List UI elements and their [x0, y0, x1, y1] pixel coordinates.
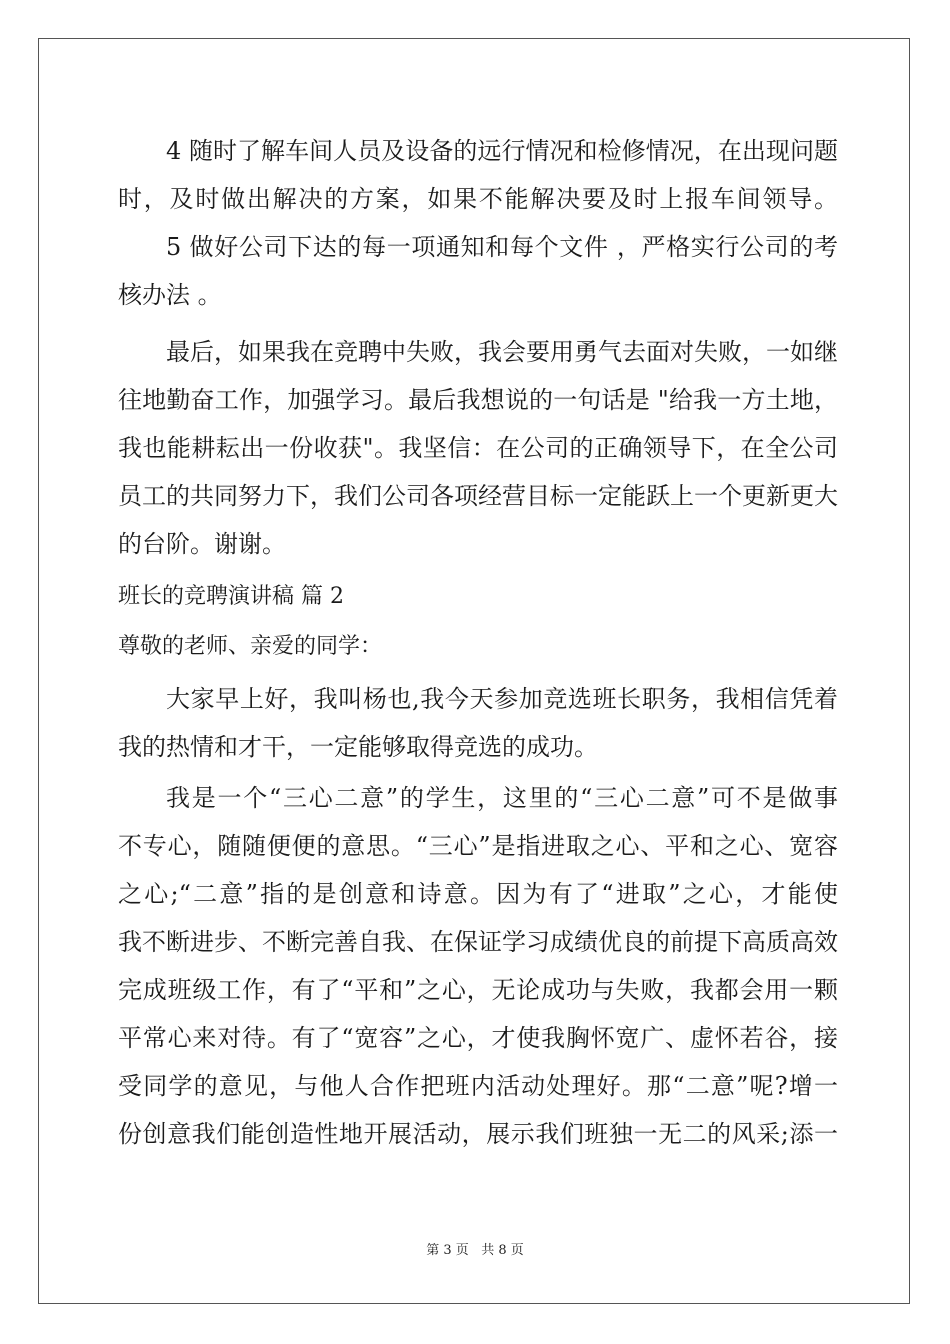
paragraph-line: 的台阶。谢谢。 — [118, 530, 286, 558]
paragraph-line: 5 做好公司下达的每一项通知和每个文件 ，严格实行公司的考 — [166, 233, 838, 261]
paragraph-line: 时，及时做出解决的方案，如果不能解决要及时上报车间领导。 — [118, 185, 838, 213]
paragraph-line: 不专心，随随便便的意思。“三心”是指进取之心、平和之心、宽容 — [118, 832, 838, 860]
paragraph-line: 我也能耕耘出一份收获"。我坚信：在公司的正确领导下，在全公司 — [118, 434, 838, 462]
paragraph-line: 之心;“二意”指的是创意和诗意。因为有了“进取”之心，才能使 — [118, 880, 838, 908]
page-total: 共 8 页 — [481, 1243, 524, 1258]
paragraph-line: 我的热情和才干，一定能够取得竞选的成功。 — [118, 733, 598, 761]
paragraph-line: 平常心来对待。有了“宽容”之心，才使我胸怀宽广、虚怀若谷，接 — [118, 1024, 838, 1052]
paragraph-line: 员工的共同努力下，我们公司各项经营目标一定能跃上一个更新更大 — [118, 482, 838, 510]
paragraph-line: 受同学的意见，与他人合作把班内活动处理好。那“二意”呢?增一 — [118, 1072, 838, 1100]
section-heading: 班长的竞聘演讲稿 篇 2 — [118, 584, 344, 609]
page-footer — [0, 1243, 950, 1259]
page-number: 第 3 页 — [426, 1243, 469, 1258]
page-border — [38, 38, 910, 1304]
paragraph-line: 大家早上好，我叫杨也,我今天参加竞选班长职务，我相信凭着 — [166, 685, 838, 713]
salutation: 尊敬的老师、亲爱的同学： — [118, 634, 383, 659]
paragraph-line: 完成班级工作，有了“平和”之心，无论成功与失败，我都会用一颗 — [118, 976, 838, 1004]
paragraph-line: 核办法 。 — [118, 281, 222, 309]
paragraph-line: 我是一个“三心二意”的学生，这里的“三心二意”可不是做事 — [166, 784, 838, 812]
paragraph-line: 最后，如果我在竞聘中失败，我会要用勇气去面对失败，一如继 — [166, 338, 838, 366]
paragraph-line: 4 随时了解车间人员及设备的远行情况和检修情况，在出现问题 — [166, 137, 838, 165]
paragraph-line: 份创意我们能创造性地开展活动，展示我们班独一无二的风采;添一 — [118, 1120, 838, 1148]
paragraph-line: 我不断进步、不断完善自我、在保证学习成绩优良的前提下高质高效 — [118, 928, 838, 956]
paragraph-line: 往地勤奋工作，加强学习。最后我想说的一句话是 "给我一方土地， — [118, 386, 838, 414]
